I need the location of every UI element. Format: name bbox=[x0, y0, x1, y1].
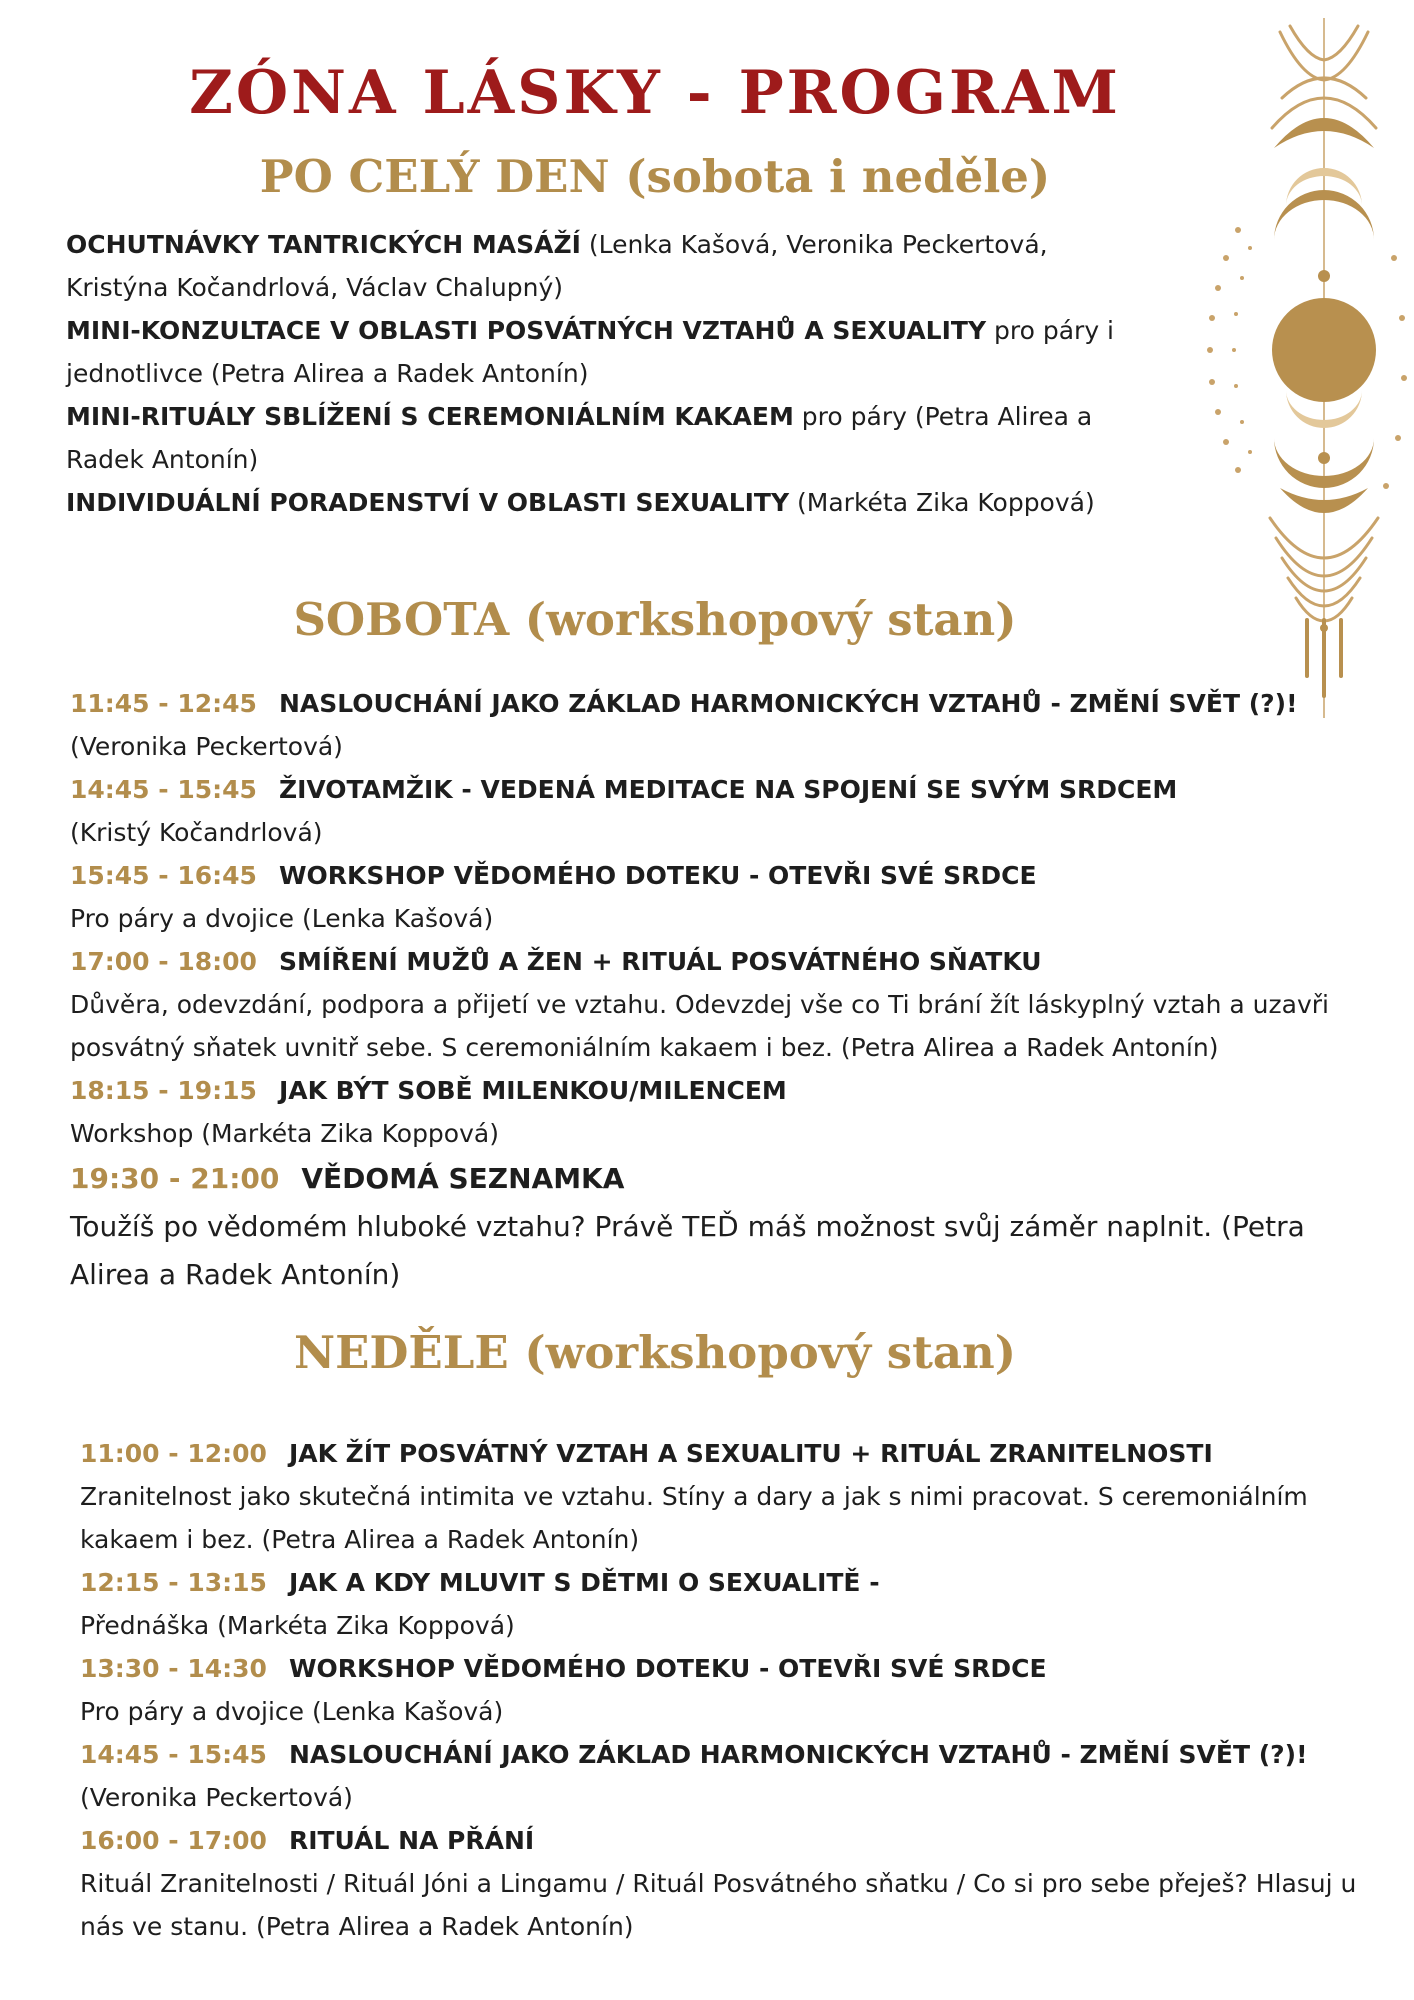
session-title: WORKSHOP VĚDOMÉHO DOTEKU - OTEVŘI SVÉ SRDCE bbox=[288, 1654, 1047, 1683]
session-time: 11:00 - 12:00 bbox=[80, 1439, 267, 1468]
session-desc: (Veronika Peckertová) bbox=[80, 1783, 353, 1812]
session-desc: Pro páry a dvojice (Lenka Kašová) bbox=[80, 1697, 504, 1726]
session bbox=[80, 1647, 1360, 1733]
session bbox=[70, 1155, 1350, 1299]
session-desc: (Kristý Kočandrlová) bbox=[70, 818, 323, 847]
session-time: 14:45 - 15:45 bbox=[70, 775, 257, 804]
moon-phases-icon bbox=[1190, 18, 1414, 718]
session-title: ŽIVOTAMŽIK - VEDENÁ MEDITACE NA SPOJENÍ SE SVÝM SRDCEM bbox=[278, 775, 1178, 804]
session bbox=[70, 854, 1350, 940]
saturday-sessions bbox=[70, 682, 1350, 1299]
session-title: VĚDOMÁ SEZNAMKA bbox=[301, 1162, 625, 1195]
sunday-sessions bbox=[80, 1432, 1360, 1948]
session-desc: (Veronika Peckertová) bbox=[70, 732, 343, 761]
session-title: SMÍŘENÍ MUŽŮ A ŽEN + RITUÁL POSVÁTNÉHO SŇATKU bbox=[278, 947, 1042, 976]
session-desc: Důvěra, odevzdání, podpora a přijetí ve vztahu. Odevzdej vše co Ti brání žít láskyplný vztah a uzavři posvátný sňatek uvnitř sebe. S ceremoniálním kakaem i bez. (Petra Alirea a Radek Antonín) bbox=[70, 990, 1329, 1062]
session-title: NASLOUCHÁNÍ JAKO ZÁKLAD HARMONICKÝCH VZTAHŮ - ZMĚNÍ SVĚT (?)! bbox=[288, 1740, 1308, 1769]
session-desc: Pro páry a dvojice (Lenka Kašová) bbox=[70, 904, 494, 933]
allday-item: OCHUTNÁVKY TANTRICKÝCH MASÁŽÍ (Lenka Kašová, Veronika Peckertová, Kristýna Kočandrlová, Václav Chalupný) bbox=[66, 230, 1048, 302]
session-desc: Zranitelnost jako skutečná intimita ve vztahu. Stíny a dary a jak s nimi pracovat. S ceremoniálním kakaem i bez. (Petra Alirea a Radek Antonín) bbox=[80, 1482, 1308, 1554]
session-title: RITUÁL NA PŘÁNÍ bbox=[288, 1826, 535, 1855]
allday-list bbox=[66, 223, 1126, 524]
session-title: WORKSHOP VĚDOMÉHO DOTEKU - OTEVŘI SVÉ SRDCE bbox=[278, 861, 1037, 890]
sunday-heading: NEDĚLE (workshopový stan) bbox=[293, 1326, 1017, 1379]
session-time: 13:30 - 14:30 bbox=[80, 1654, 267, 1683]
session-title: JAK A KDY MLUVIT S DĚTMI O SEXUALITĚ - bbox=[288, 1568, 880, 1597]
session-time: 19:30 - 21:00 bbox=[70, 1162, 280, 1195]
session-time: 12:15 - 13:15 bbox=[80, 1568, 267, 1597]
session bbox=[80, 1561, 1360, 1647]
session-desc: Toužíš po vědomém hluboké vztahu? Právě TEĎ máš možnost svůj záměr naplnit. (Petra Alirea a Radek Antonín) bbox=[70, 1210, 1305, 1291]
session-desc: Workshop (Markéta Zika Koppová) bbox=[70, 1119, 499, 1148]
session bbox=[70, 768, 1350, 854]
session bbox=[80, 1819, 1360, 1948]
session-time: 15:45 - 16:45 bbox=[70, 861, 257, 890]
session-desc: Rituál Zranitelnosti / Rituál Jóni a Lingamu / Rituál Posvátného sňatku / Co si pro sebe přeješ? Hlasuj u nás ve stanu. (Petra Alirea a Radek Antonín) bbox=[80, 1869, 1357, 1941]
saturday-heading: SOBOTA (workshopový stan) bbox=[293, 593, 1017, 646]
session-time: 11:45 - 12:45 bbox=[70, 689, 257, 718]
session-title: JAK ŽÍT POSVÁTNÝ VZTAH A SEXUALITU + RITUÁL ZRANITELNOSTI bbox=[288, 1439, 1213, 1468]
session-desc: Přednáška (Markéta Zika Koppová) bbox=[80, 1611, 515, 1640]
session-time: 18:15 - 19:15 bbox=[70, 1076, 257, 1105]
allday-item: MINI-RITUÁLY SBLÍŽENÍ S CEREMONIÁLNÍM KAKAEM pro páry (Petra Alirea a Radek Antonín) bbox=[66, 402, 1093, 474]
allday-item: MINI-KONZULTACE V OBLASTI POSVÁTNÝCH VZTAHŮ A SEXUALITY pro páry i jednotlivce (Petra Alirea a Radek Antonín) bbox=[66, 316, 1115, 388]
page-title: ZÓNA LÁSKY - PROGRAM bbox=[189, 58, 1121, 128]
session bbox=[80, 1432, 1360, 1561]
session-time: 16:00 - 17:00 bbox=[80, 1826, 267, 1855]
session-time: 14:45 - 15:45 bbox=[80, 1740, 267, 1769]
session bbox=[80, 1733, 1360, 1819]
session-title: NASLOUCHÁNÍ JAKO ZÁKLAD HARMONICKÝCH VZTAHŮ - ZMĚNÍ SVĚT (?)! bbox=[278, 689, 1298, 718]
session bbox=[70, 940, 1350, 1069]
session bbox=[70, 682, 1350, 768]
session-time: 17:00 - 18:00 bbox=[70, 947, 257, 976]
session-title: JAK BÝT SOBĚ MILENKOU/MILENCEM bbox=[278, 1076, 787, 1105]
allday-heading: PO CELÝ DEN (sobota i neděle) bbox=[259, 150, 1051, 203]
session bbox=[70, 1069, 1350, 1155]
allday-item: INDIVIDUÁLNÍ PORADENSTVÍ V OBLASTI SEXUALITY (Markéta Zika Koppová) bbox=[66, 488, 1095, 517]
